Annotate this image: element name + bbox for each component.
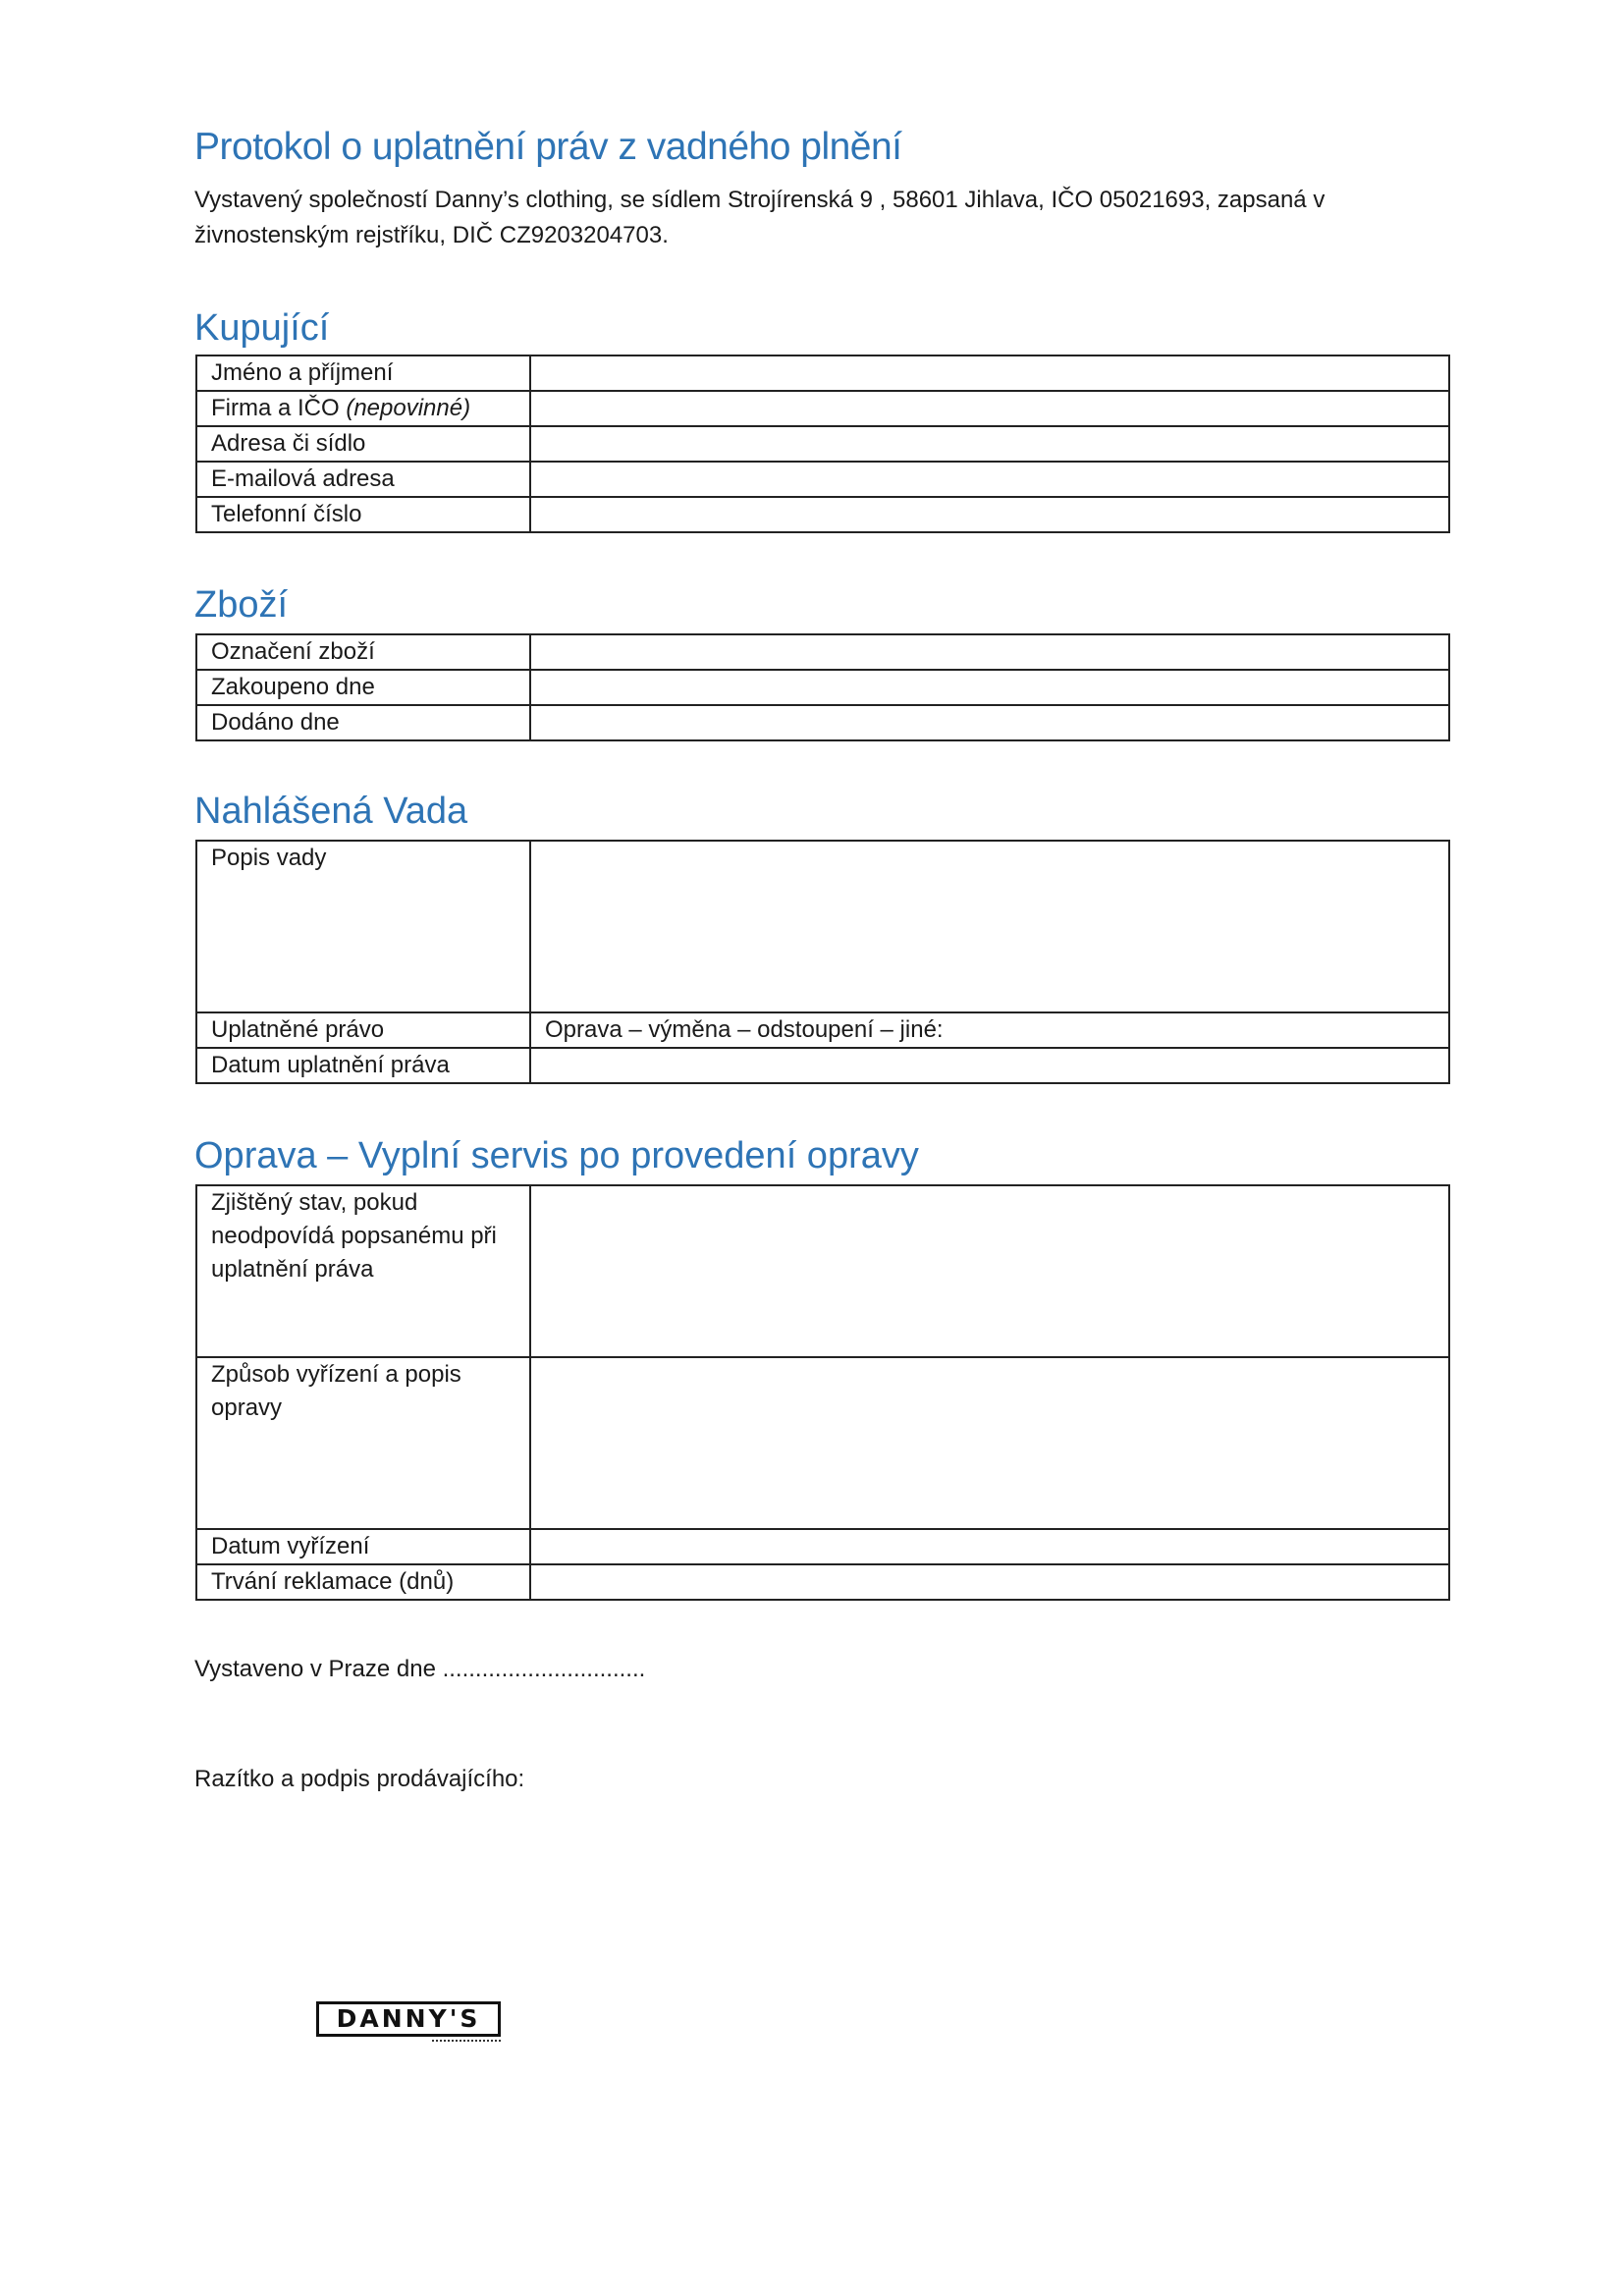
section-heading-zbozi: Zboží	[194, 584, 289, 626]
repair-description-input[interactable]	[530, 1357, 1449, 1529]
field-label: Zjištěný stav, pokud neodpovídá popsanému při uplatnění práva	[196, 1185, 530, 1357]
table-row	[196, 634, 1449, 670]
table-row	[196, 426, 1449, 462]
vada-table	[195, 840, 1450, 1084]
resolution-date-input[interactable]	[530, 1529, 1449, 1564]
field-label: Datum uplatnění práva	[196, 1048, 530, 1083]
company-input[interactable]	[530, 391, 1449, 426]
field-label: Adresa či sídlo	[196, 426, 530, 462]
table-row	[196, 355, 1449, 391]
email-input[interactable]	[530, 462, 1449, 497]
field-label: Datum vyřízení	[196, 1529, 530, 1564]
field-label: Telefonní číslo	[196, 497, 530, 532]
section-heading-oprava: Oprava – Vyplní servis po provedení opravy	[194, 1135, 919, 1176]
field-label: E-mailová adresa	[196, 462, 530, 497]
table-row	[196, 670, 1449, 705]
section-heading-vada: Nahlášená Vada	[194, 791, 468, 832]
kupujici-table	[195, 355, 1450, 533]
logo-underline	[432, 2040, 501, 2045]
stamp-signature-line: Razítko a podpis prodávajícího:	[194, 1766, 525, 1792]
table-row	[196, 1564, 1449, 1600]
company-intro: Vystavený společností Danny’s clothing, se sídlem Strojírenská 9 , 58601 Jihlava, IČO 05021693, zapsaná v živnostenským rejstříku, DIČ CZ9203204703.	[194, 187, 1326, 248]
table-row	[196, 1012, 1449, 1048]
field-label	[196, 391, 530, 426]
optional-note: (nepovinné)	[346, 395, 471, 421]
table-row	[196, 462, 1449, 497]
defect-description-input[interactable]	[530, 841, 1449, 1012]
table-row	[196, 391, 1449, 426]
dannys-logo: DANNY'S	[316, 2001, 501, 2037]
address-input[interactable]	[530, 426, 1449, 462]
claimed-right-field[interactable]: Oprava – výměna – odstoupení – jiné:	[530, 1012, 1449, 1048]
field-label: Zakoupeno dne	[196, 670, 530, 705]
field-label: Označení zboží	[196, 634, 530, 670]
table-row	[196, 1357, 1449, 1529]
field-label: Trvání reklamace (dnů)	[196, 1564, 530, 1600]
claim-date-input[interactable]	[530, 1048, 1449, 1083]
claim-duration-input[interactable]	[530, 1564, 1449, 1600]
delivery-date-input[interactable]	[530, 705, 1449, 740]
section-heading-kupujici: Kupující	[194, 307, 330, 349]
issued-line: Vystaveno v Praze dne ...............................	[194, 1656, 646, 1682]
table-row	[196, 497, 1449, 532]
zbozi-table	[195, 633, 1450, 741]
field-label: Způsob vyřízení a popis opravy	[196, 1357, 530, 1529]
found-state-input[interactable]	[530, 1185, 1449, 1357]
purchase-date-input[interactable]	[530, 670, 1449, 705]
field-label: Jméno a příjmení	[196, 355, 530, 391]
field-label-text: Firma a IČO	[211, 395, 347, 421]
goods-name-input[interactable]	[530, 634, 1449, 670]
field-label: Uplatněné právo	[196, 1012, 530, 1048]
page-title: Protokol o uplatnění práv z vadného plnění	[194, 126, 902, 168]
table-row	[196, 1185, 1449, 1357]
field-label: Dodáno dne	[196, 705, 530, 740]
table-row	[196, 1048, 1449, 1083]
phone-input[interactable]	[530, 497, 1449, 532]
table-row	[196, 705, 1449, 740]
field-label: Popis vady	[196, 841, 530, 1012]
table-row	[196, 1529, 1449, 1564]
table-row	[196, 841, 1449, 1012]
name-input[interactable]	[530, 355, 1449, 391]
oprava-table	[195, 1184, 1450, 1601]
